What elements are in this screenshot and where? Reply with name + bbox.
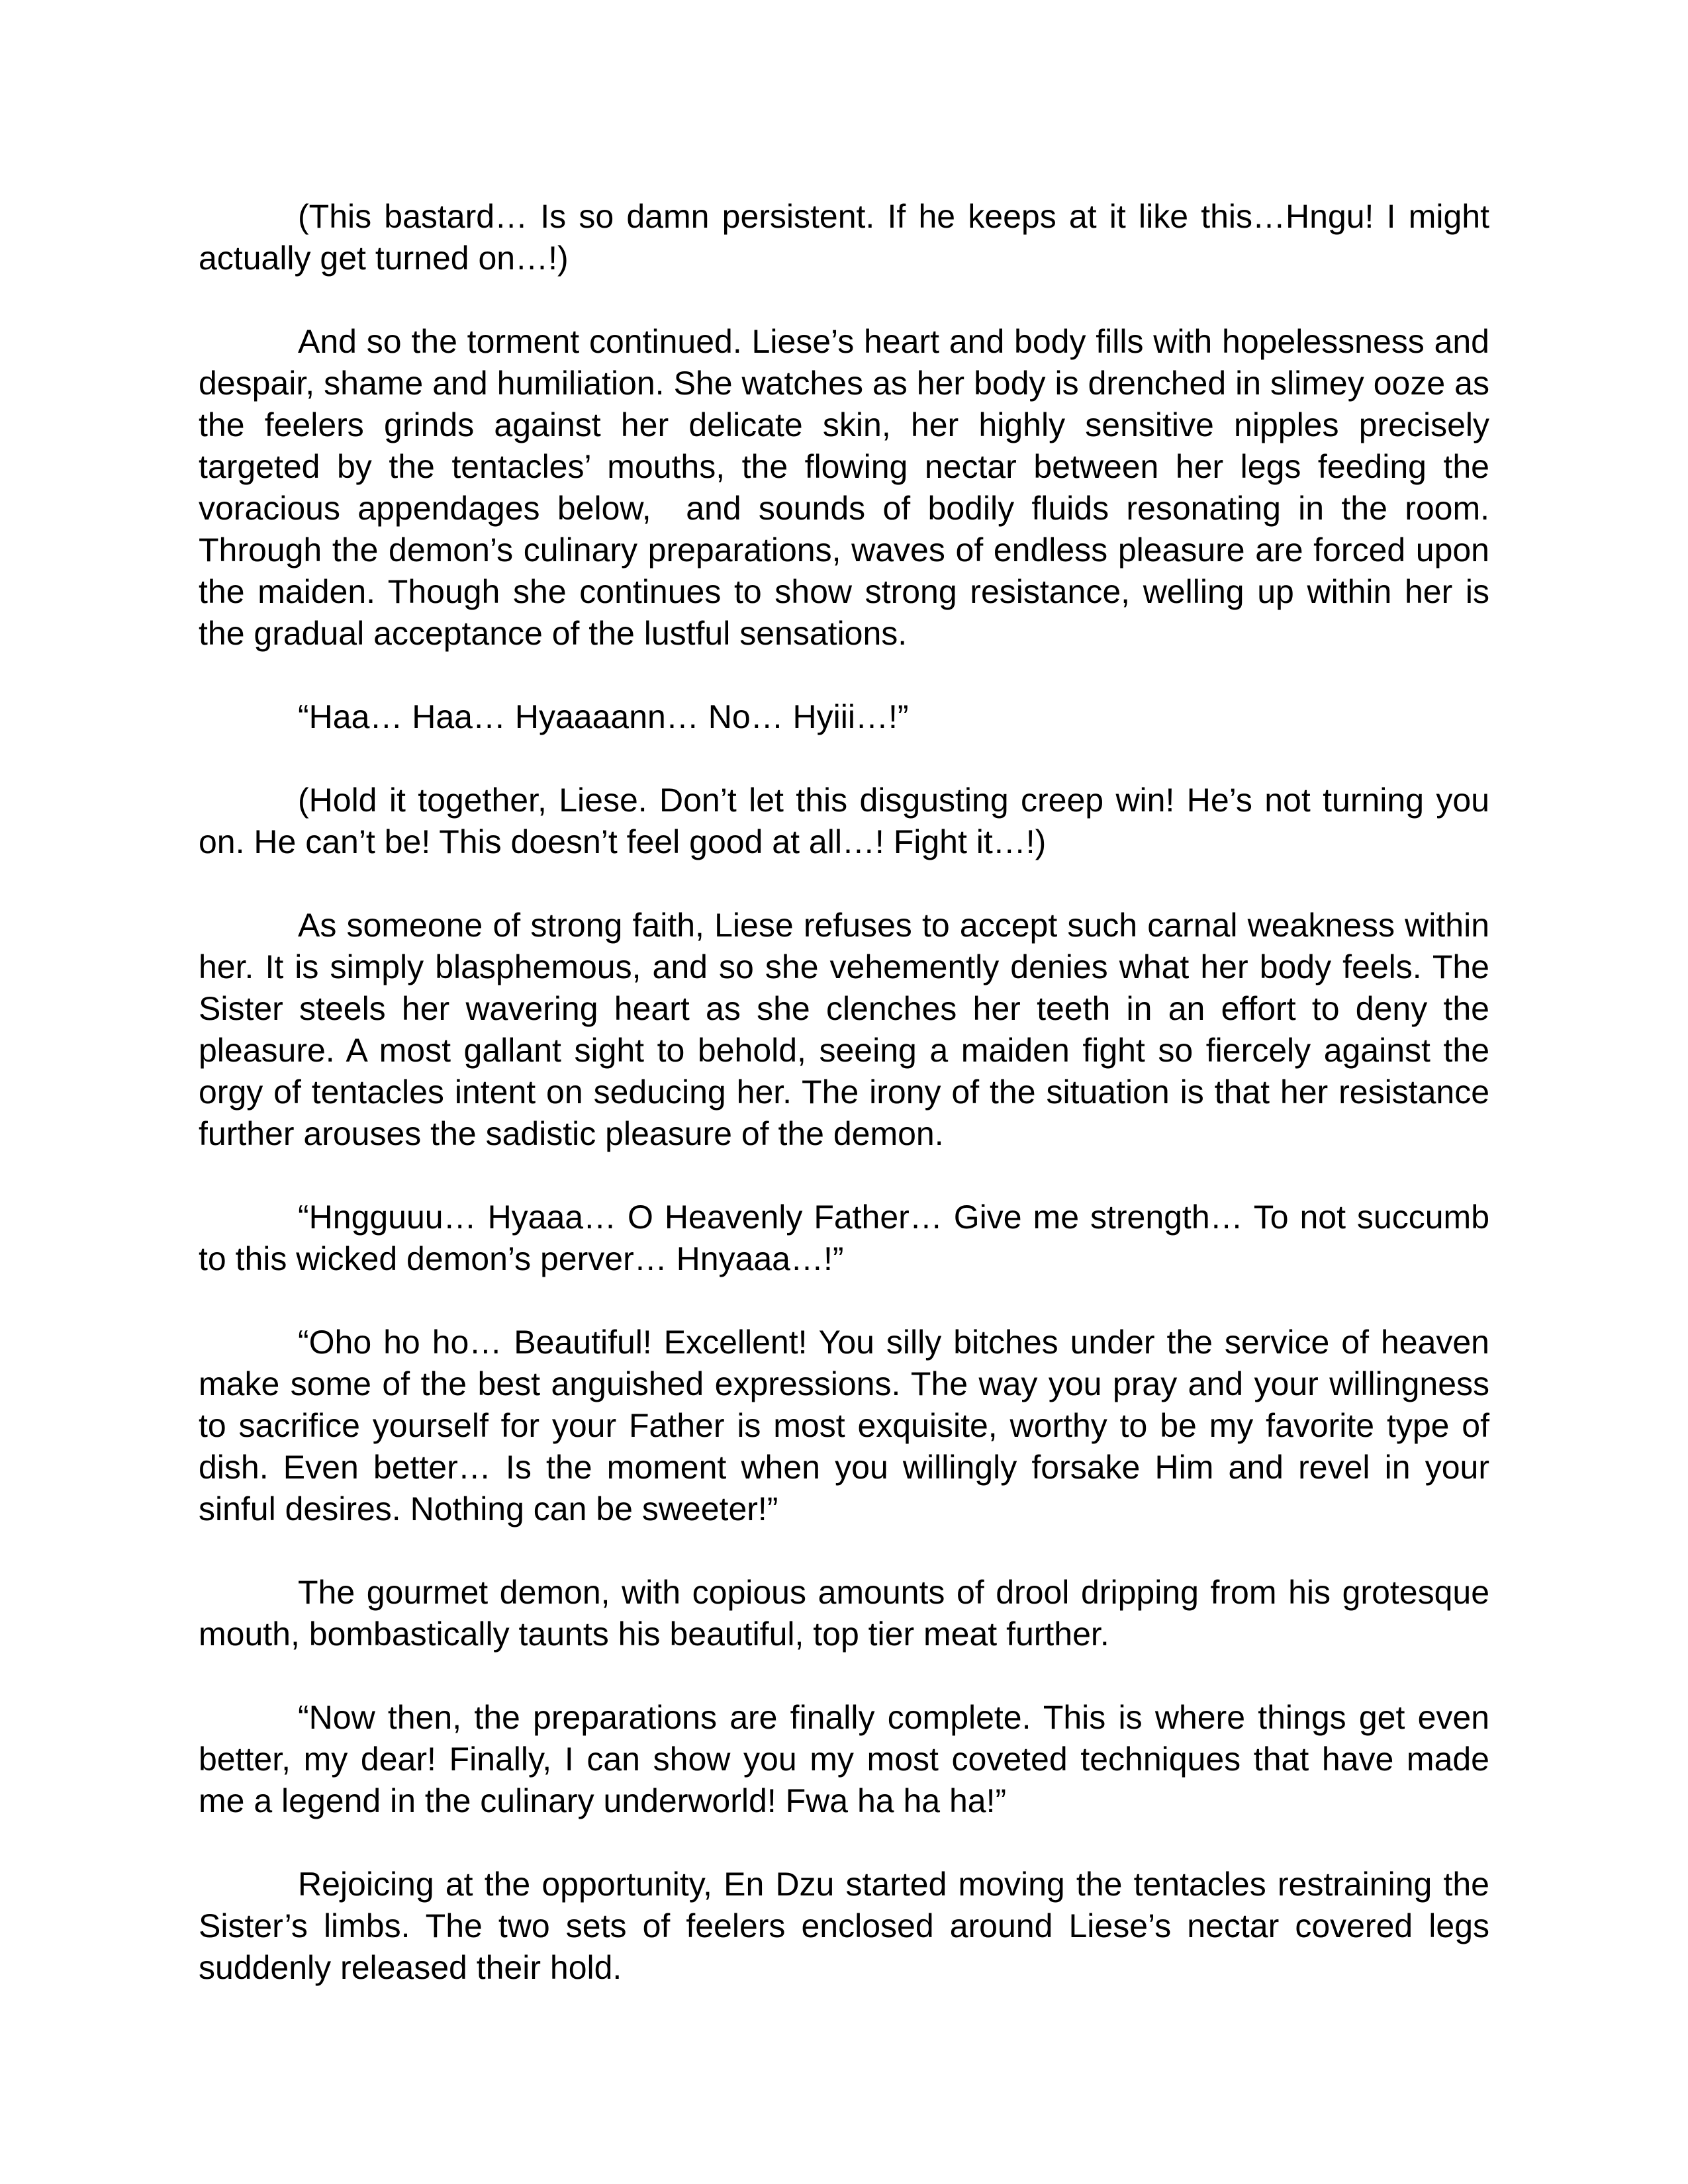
- paragraph: Rejoicing at the opportunity, En Dzu started moving the tentacles restraining the Sister’s limbs. The two sets of feelers enclosed around Liese’s nectar covered legs suddenly released their hold.: [199, 1866, 1489, 1986]
- paragraph: As someone of strong faith, Liese refuses to accept such carnal weakness within her. It is simply blasphemous, and so she vehemently denies what her body feels. The Sister steels her wavering heart as she clenches her teeth in an effort to deny the pleasure. A most gallant sight to behold, seeing a maiden fight so fiercely against the orgy of tentacles intent on seducing her. The irony of the situation is that her resistance further arouses the sadistic pleasure of the demon.: [199, 907, 1489, 1152]
- paragraph: And so the torment continued. Liese’s heart and body fills with hopelessness and despair, shame and humiliation. She watches as her body is drenched in slimey ooze as the feelers grinds against her delicate skin, her highly sensitive nipples precisely targeted by the tentacles’ mouths, the flowing nectar between her legs feeding the voracious appendages below, and sounds of bodily fluids resonating in the room. Through the demon’s culinary preparations, waves of endless pleasure are forced upon the maiden. Though she continues to show strong resistance, welling up within her is the gradual acceptance of the lustful sensations.: [199, 323, 1489, 652]
- paragraph: “Oho ho ho… Beautiful! Excellent! You silly bitches under the service of heaven make some of the best anguished expressions. The way you pray and your willingness to sacrifice yourself for your Father is most exquisite, worthy to be my favorite type of dish. Even better… Is the moment when you willingly forsake Him and revel in your sinful desires. Nothing can be sweeter!”: [199, 1324, 1489, 1527]
- paragraph: (This bastard… Is so damn persistent. If he keeps at it like this…Hngu! I might actually get turned on…!): [199, 198, 1489, 277]
- paragraph: (Hold it together, Liese. Don’t let this disgusting creep win! He’s not turning you on. He can’t be! This doesn’t feel good at all…! Fight it…!): [199, 782, 1489, 860]
- paragraph: “Haa… Haa… Hyaaaann… No… Hyiii…!”: [298, 698, 909, 735]
- paragraph: The gourmet demon, with copious amounts of drool dripping from his grotesque mouth, bombastically taunts his beautiful, top tier meat further.: [199, 1574, 1489, 1653]
- paragraph: “Now then, the preparations are finally complete. This is where things get even better, my dear! Finally, I can show you my most coveted techniques that have made me a legend in the culinary underworld! Fwa ha ha ha!”: [199, 1699, 1489, 1819]
- paragraph: “Hngguuu… Hyaaa… O Heavenly Father… Give me strength… To not succumb to this wicked demon’s perver… Hnyaaa…!”: [199, 1199, 1489, 1277]
